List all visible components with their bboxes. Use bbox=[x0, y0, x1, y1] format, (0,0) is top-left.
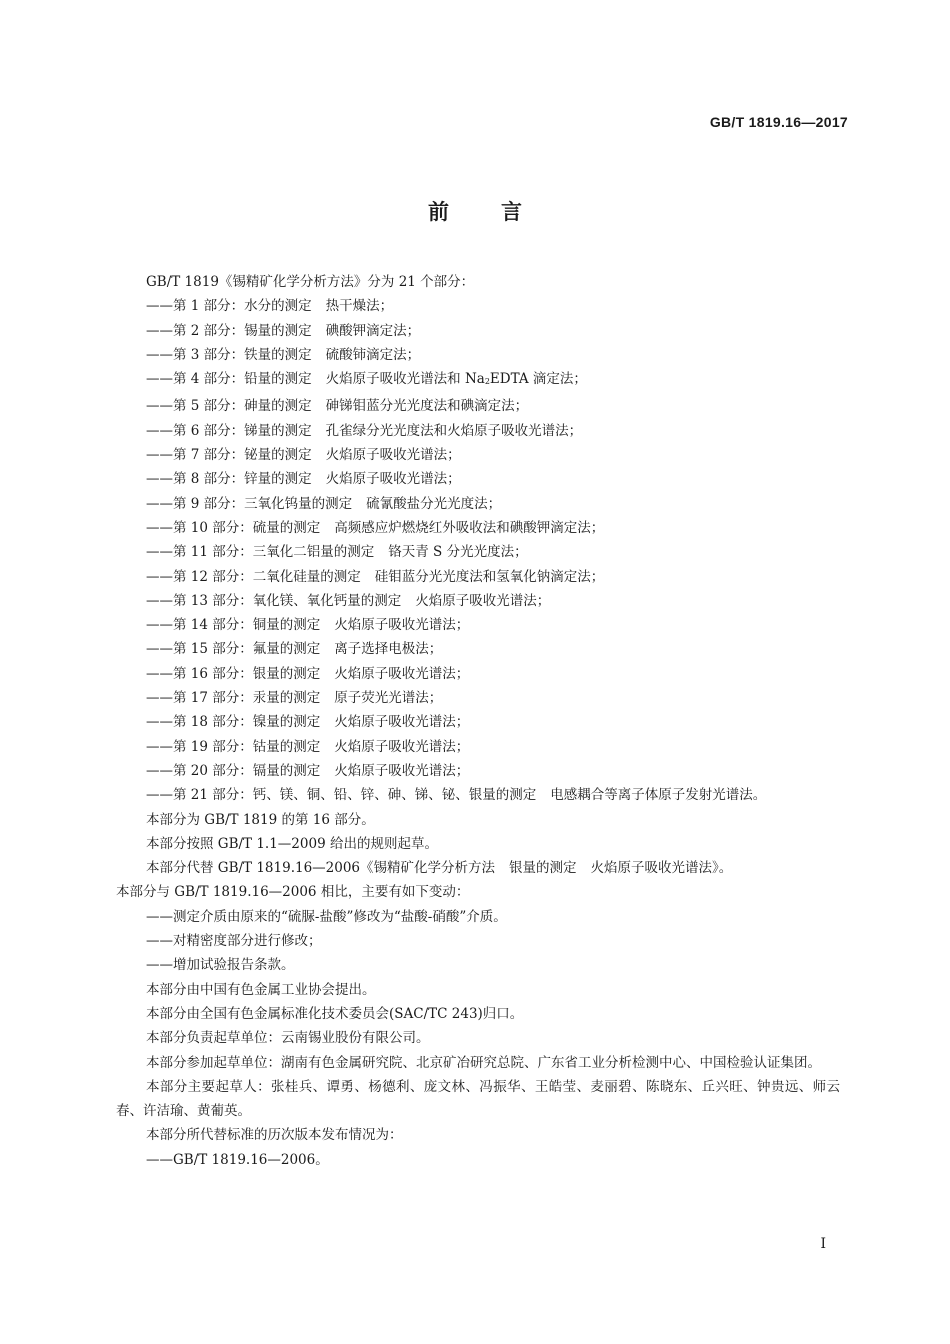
standard-code: GB/T 1819.16—2017 bbox=[709, 114, 848, 130]
part-item: ——第 6 部分：锑量的测定 孔雀绿分光光度法和火焰原子吸收光谱法； bbox=[146, 422, 583, 439]
part-item: ——第 5 部分：砷量的测定 砷锑钼蓝分光光度法和碘滴定法； bbox=[146, 398, 529, 415]
part-item: ——第 20 部分：镉量的测定 火焰原子吸收光谱法； bbox=[146, 762, 470, 779]
part-item: ——第 14 部分：铜量的测定 火焰原子吸收光谱法； bbox=[146, 617, 470, 634]
part-item: ——第 1 部分：水分的测定 热干燥法； bbox=[146, 298, 394, 315]
document-body bbox=[116, 270, 840, 1172]
paragraph: 本部分主要起草人：张桂兵、谭勇、杨德利、庞文林、冯振华、王皓莹、麦丽碧、陈晓东、丘兴旺、钟贵远、师云春、许洁瑜、黄葡英。 bbox=[116, 1078, 840, 1120]
part-item: ——第 12 部分：二氧化硅量的测定 硅钼蓝分光光度法和氢氧化钠滴定法； bbox=[146, 568, 605, 585]
part-item: ——第 19 部分：钴量的测定 火焰原子吸收光谱法； bbox=[146, 738, 470, 755]
part-item: ——第 7 部分：铋量的测定 火焰原子吸收光谱法； bbox=[146, 447, 461, 464]
part-item: ——第 15 部分：氟量的测定 离子选择电极法； bbox=[146, 641, 443, 658]
part-item: ——第 16 部分：银量的测定 火焰原子吸收光谱法； bbox=[146, 665, 470, 682]
part-item: ——第 17 部分：汞量的测定 原子荧光光谱法； bbox=[146, 690, 443, 707]
paragraph: 本部分按照 GB/T 1.1—2009 给出的规则起草。 bbox=[146, 835, 438, 852]
history-item: ——GB/T 1819.16—2006。 bbox=[146, 1151, 329, 1168]
change-item: ——增加试验报告条款。 bbox=[146, 957, 295, 974]
part-item: ——第 9 部分：三氧化钨量的测定 硫氰酸盐分光光度法； bbox=[146, 495, 502, 512]
change-item: ——测定介质由原来的“硫脲-盐酸”修改为“盐酸-硝酸”介质。 bbox=[146, 908, 507, 925]
page-number: I bbox=[820, 1236, 826, 1252]
part-item: ——第 3 部分：铁量的测定 硫酸铈滴定法； bbox=[146, 346, 421, 363]
part-item: ——第 2 部分：锡量的测定 碘酸钾滴定法； bbox=[146, 322, 421, 339]
paragraph: 本部分由全国有色金属标准化技术委员会(SAC/TC 243)归口。 bbox=[146, 1005, 524, 1022]
paragraph: 本部分由中国有色金属工业协会提出。 bbox=[146, 981, 376, 998]
paragraph: 本部分为 GB/T 1819 的第 16 部分。 bbox=[146, 811, 375, 828]
page-title: 前言 bbox=[428, 200, 574, 224]
part-item: ——第 8 部分：锌量的测定 火焰原子吸收光谱法； bbox=[146, 471, 461, 488]
part-item: ——第 11 部分：三氧化二铝量的测定 铬天青 S 分光光度法； bbox=[146, 544, 528, 561]
paragraph: 本部分参加起草单位：湖南有色金属研究院、北京矿冶研究总院、广东省工业分析检测中心、中国检验认证集团。 bbox=[146, 1054, 821, 1071]
change-item: ——对精密度部分进行修改； bbox=[146, 933, 322, 950]
paragraph: 本部分代替 GB/T 1819.16—2006《锡精矿化学分析方法 银量的测定 火焰原子吸收光谱法》。 bbox=[146, 860, 733, 877]
part-item: ——第 13 部分：氧化镁、氧化钙量的测定 火焰原子吸收光谱法； bbox=[146, 592, 551, 609]
part-item: ——第 21 部分：钙、镁、铜、铅、锌、砷、锑、铋、银量的测定 电感耦合等离子体原子发射光谱法。 bbox=[146, 787, 767, 804]
paragraph: 本部分所代替标准的历次版本发布情况为： bbox=[146, 1127, 403, 1144]
part-item: ——第 4 部分：铅量的测定 火焰原子吸收光谱法和 Na2EDTA 滴定法； bbox=[146, 371, 587, 388]
part-item: ——第 18 部分：镍量的测定 火焰原子吸收光谱法； bbox=[146, 714, 470, 731]
part-item: ——第 10 部分：硫量的测定 高频感应炉燃烧红外吸收法和碘酸钾滴定法； bbox=[146, 519, 605, 536]
paragraph: 本部分负责起草单位：云南锡业股份有限公司。 bbox=[146, 1030, 430, 1047]
paragraph: 本部分与 GB/T 1819.16—2006 相比，主要有如下变动： bbox=[116, 884, 470, 901]
intro-line: GB/T 1819《锡精矿化学分析方法》分为 21 个部分： bbox=[146, 274, 475, 290]
